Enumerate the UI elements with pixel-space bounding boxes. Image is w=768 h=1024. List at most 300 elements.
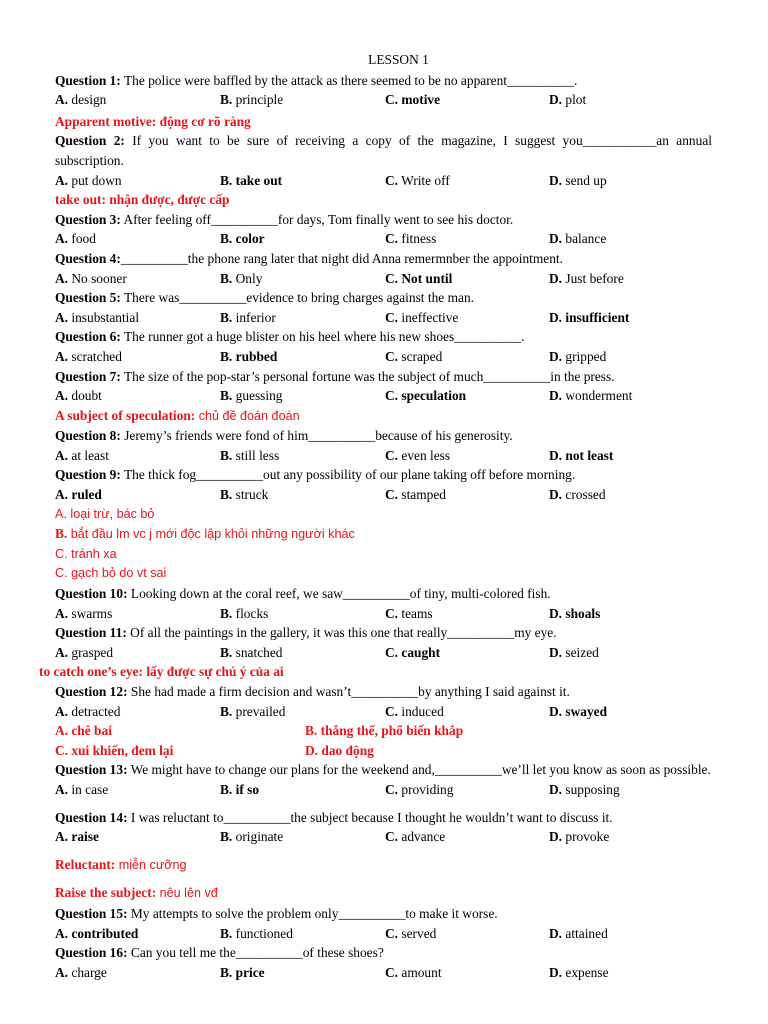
option-key: D. (549, 925, 563, 941)
option-b (220, 308, 385, 328)
question-label: Question 4: (55, 250, 121, 266)
option-key: A. (55, 781, 69, 797)
note-detracted-prevailed: A. chê bai B. thắng thế, phổ biến khắp (55, 723, 464, 739)
option-key: C. (385, 172, 399, 188)
question-3 (55, 210, 712, 230)
option-text: detracted (68, 703, 121, 719)
options-row (55, 269, 712, 289)
option-text: send up (562, 172, 607, 188)
option-c (385, 386, 549, 406)
answer-blank: __________ (351, 684, 419, 699)
option-a (55, 827, 220, 847)
option-key: A. (55, 829, 69, 845)
option-text: expense (562, 964, 609, 980)
option-text: scraped (398, 348, 443, 364)
note-speculation: A subject of speculation: chủ đề đoán đoán (55, 407, 300, 423)
question-2 (55, 131, 712, 170)
options-row (55, 90, 712, 110)
option-key: B. (220, 348, 233, 364)
note-struck: B. bắt đầu lm vc j mới độc lập khỏi những người khác (55, 526, 355, 542)
note-reluctant: Reluctant: miễn cưỡng (55, 856, 187, 872)
option-text: ineffective (398, 309, 459, 325)
note-catch-eye: to catch one’s eye: lấy được sự chú ý của ai (39, 664, 284, 680)
question-label: Question 7: (55, 368, 121, 384)
option-key: C. (385, 781, 399, 797)
option-text: amount (398, 964, 442, 980)
answer-blank: __________ (338, 905, 406, 921)
option-b (220, 924, 385, 944)
option-key: C. (385, 644, 399, 660)
option-text: supposing (562, 781, 620, 797)
option-text: balance (562, 231, 607, 247)
question-label: Question 13: (55, 762, 128, 778)
option-key: B. (220, 231, 233, 247)
option-text: stamped (398, 487, 447, 503)
question-stem-end: . (573, 72, 578, 88)
question-stem-end: for days, Tom finally went to see his doctor. (277, 211, 514, 227)
option-key: D. (549, 172, 563, 188)
options-row (55, 604, 712, 624)
option-key: C. (385, 388, 399, 404)
options-row (55, 780, 712, 800)
option-a (55, 924, 220, 944)
option-text: if so (232, 781, 260, 797)
option-d (549, 269, 712, 289)
answer-blank: __________ (196, 467, 264, 483)
question-stem-end: in the press. (550, 368, 615, 384)
question-4 (55, 249, 712, 269)
option-b (220, 90, 385, 110)
question-stem: The size of the pop-star’s personal fortune was the subject of much (120, 368, 484, 384)
option-key: A. (55, 270, 69, 286)
option-key: C. (385, 925, 399, 941)
option-key: B. (220, 172, 233, 188)
option-text: served (398, 925, 437, 941)
option-c (385, 702, 549, 722)
option-a (55, 702, 220, 722)
question-label: Question 2: (55, 133, 125, 149)
option-c (385, 485, 549, 505)
option-b (220, 643, 385, 663)
option-key: D. (549, 270, 563, 286)
option-key: B. (220, 487, 233, 503)
option-text: snatched (232, 644, 283, 660)
option-key: B. (220, 309, 233, 325)
question-label: Question 8: (55, 428, 121, 444)
option-c (385, 269, 549, 289)
option-key: A. (55, 309, 69, 325)
question-label: Question 15: (55, 905, 128, 921)
question-stem: There was (120, 290, 180, 306)
option-text: inferior (232, 309, 276, 325)
note-take-out: take out: nhận được, được cấp (55, 192, 230, 208)
option-key: A. (55, 447, 69, 463)
option-key: A. (55, 348, 69, 364)
question-stem-end: we’ll let you know as soon as possible. (501, 762, 711, 778)
question-label: Question 6: (55, 329, 121, 345)
option-c (385, 643, 549, 663)
option-key: B. (220, 781, 233, 797)
answer-blank: __________ (308, 428, 376, 444)
question-stem: Jeremy’s friends were fond of him (120, 428, 309, 444)
answer-blank: __________ (507, 72, 574, 88)
question-9 (55, 465, 712, 485)
option-key: C. (385, 92, 399, 108)
question-stem-end: my eye. (514, 625, 557, 641)
option-text: still less (232, 447, 280, 463)
option-text: fitness (398, 231, 437, 247)
question-stem: She had made a firm decision and wasn’t (127, 684, 352, 699)
options-row (55, 963, 712, 983)
options-row (55, 446, 712, 466)
option-d (549, 347, 712, 367)
option-c (385, 446, 549, 466)
question-16 (55, 943, 712, 963)
option-text: contributed (68, 925, 139, 941)
option-a (55, 643, 220, 663)
option-d (549, 963, 712, 983)
question-6 (55, 327, 712, 347)
option-key: C. (385, 964, 399, 980)
answer-blank: __________ (454, 329, 522, 345)
options-row (55, 171, 712, 191)
answer-blank: __________ (342, 586, 410, 602)
worksheet (39, 50, 712, 982)
option-text: seized (562, 644, 599, 660)
option-a (55, 171, 220, 191)
option-b (220, 827, 385, 847)
question-stem-end: the subject because I thought he wouldn’t want to discuss it. (290, 809, 613, 825)
option-key: A. (55, 388, 69, 404)
question-stem-end: of tiny, multi-colored fish. (409, 586, 551, 602)
option-b (220, 446, 385, 466)
question-list (39, 71, 712, 983)
question-stem-end: because of his generosity. (375, 428, 513, 444)
option-text: induced (398, 703, 444, 719)
question-15 (55, 904, 712, 924)
question-label: Question 16: (55, 945, 128, 961)
option-text: take out (232, 172, 283, 188)
option-b (220, 702, 385, 722)
option-key: D. (549, 309, 563, 325)
question-13 (55, 760, 712, 780)
option-key: B. (220, 925, 233, 941)
option-c (385, 171, 549, 191)
option-a (55, 963, 220, 983)
option-c (385, 308, 549, 328)
option-a (55, 347, 220, 367)
option-key: C. (385, 348, 399, 364)
option-text: principle (232, 92, 284, 108)
option-key: A. (55, 605, 69, 621)
option-c (385, 827, 549, 847)
option-d (549, 308, 712, 328)
option-key: D. (549, 487, 563, 503)
question-stem-end: the phone rang later that night did Anna remermnber the appointment. (187, 250, 563, 266)
option-text: rubbed (232, 348, 278, 364)
option-c (385, 780, 549, 800)
option-b (220, 269, 385, 289)
option-key: C. (385, 605, 399, 621)
question-14 (55, 808, 712, 828)
question-label: Question 10: (55, 586, 128, 602)
options-row (55, 924, 712, 944)
option-text: shoals (562, 605, 601, 621)
question-10 (55, 584, 712, 604)
option-text: plot (562, 92, 587, 108)
option-b (220, 485, 385, 505)
options-row (55, 485, 712, 505)
option-text: swarms (68, 605, 113, 621)
options-row (55, 347, 712, 367)
option-text: charge (68, 964, 107, 980)
options-row (55, 827, 712, 847)
answer-blank: ___________ (582, 133, 657, 149)
question-11 (55, 623, 712, 643)
question-stem: Can you tell me the (127, 945, 236, 961)
option-text: doubt (68, 388, 102, 404)
option-key: D. (549, 388, 563, 404)
question-stem-end: . (521, 329, 525, 345)
note-apparent-motive: Apparent motive: động cơ rõ ràng (55, 113, 251, 129)
option-text: gripped (562, 348, 607, 364)
option-key: D. (549, 348, 563, 364)
question-stem-end: to make it worse. (405, 905, 498, 921)
question-stem-end: evidence to bring charges against the man. (246, 290, 474, 306)
option-a (55, 308, 220, 328)
option-key: D. (549, 964, 563, 980)
question-label: Question 9: (55, 467, 121, 483)
option-c (385, 963, 549, 983)
option-b (220, 229, 385, 249)
option-d (549, 604, 712, 624)
question-stem: After feeling off (120, 211, 211, 227)
option-text: speculation (398, 388, 467, 404)
option-key: A. (55, 964, 69, 980)
option-text: caught (398, 644, 441, 660)
note-crossed: C. gạch bỏ do vt sai (55, 566, 167, 581)
answer-blank: __________ (120, 250, 188, 266)
option-text: insubstantial (68, 309, 140, 325)
answer-blank: __________ (447, 625, 515, 641)
option-key: A. (55, 925, 69, 941)
option-key: C. (385, 447, 399, 463)
option-text: food (68, 231, 96, 247)
question-label: Question 3: (55, 211, 121, 227)
option-text: flocks (232, 605, 269, 621)
question-stem: The police were baffled by the attack as there seemed to be no apparent (120, 72, 508, 88)
option-key: C. (385, 270, 399, 286)
option-d (549, 643, 712, 663)
option-text: struck (232, 487, 269, 503)
option-key: B. (220, 605, 233, 621)
answer-blank: __________ (179, 290, 247, 306)
page-title: LESSON 1 (368, 52, 429, 67)
option-c (385, 90, 549, 110)
option-key: A. (55, 487, 69, 503)
question-stem: The thick fog (120, 467, 197, 483)
option-c (385, 229, 549, 249)
option-key: B. (220, 703, 233, 719)
question-label: Question 11: (55, 625, 127, 641)
option-text: scratched (68, 348, 122, 364)
option-b (220, 347, 385, 367)
option-text: providing (398, 781, 454, 797)
option-key: D. (549, 644, 563, 660)
option-a (55, 269, 220, 289)
option-text: Only (232, 270, 263, 286)
options-row (55, 643, 712, 663)
option-text: even less (398, 447, 451, 463)
answer-blank: __________ (483, 368, 551, 384)
question-stem: The runner got a huge blister on his heel where his new shoes (120, 329, 455, 345)
question-7 (55, 367, 712, 387)
option-text: prevailed (232, 703, 286, 719)
option-key: D. (549, 92, 563, 108)
question-label: Question 1: (55, 72, 121, 88)
option-text: grasped (68, 644, 114, 660)
question-5 (55, 288, 712, 308)
option-key: D. (549, 605, 563, 621)
question-label: Question 12: (55, 684, 128, 699)
option-text: originate (232, 829, 284, 845)
option-d (549, 780, 712, 800)
option-a (55, 604, 220, 624)
option-key: A. (55, 172, 69, 188)
option-text: crossed (562, 487, 606, 503)
option-d (549, 229, 712, 249)
question-stem: My attempts to solve the problem only (127, 905, 339, 921)
option-d (549, 446, 712, 466)
option-key: C. (385, 309, 399, 325)
option-b (220, 780, 385, 800)
option-d (549, 485, 712, 505)
option-key: B. (220, 829, 233, 845)
option-key: C. (385, 231, 399, 247)
question-label: Question 5: (55, 290, 121, 306)
question-stem-end: an annual subscription. (55, 133, 712, 168)
question-1 (55, 71, 712, 91)
option-a (55, 446, 220, 466)
answer-blank: __________ (223, 809, 291, 825)
option-b (220, 386, 385, 406)
option-key: D. (549, 829, 563, 845)
option-key: B. (220, 964, 233, 980)
option-d (549, 702, 712, 722)
option-key: D. (549, 231, 563, 247)
option-key: C. (385, 703, 399, 719)
question-stem: Looking down at the coral reef, we saw (127, 586, 343, 602)
option-text: attained (562, 925, 608, 941)
option-text: guessing (232, 388, 283, 404)
option-b (220, 963, 385, 983)
option-b (220, 604, 385, 624)
option-key: A. (55, 644, 69, 660)
option-key: B. (220, 644, 233, 660)
option-key: B. (220, 447, 233, 463)
option-a (55, 90, 220, 110)
question-stem: If you want to be sure of receiving a copy of the magazine, I suggest you (124, 133, 583, 149)
options-row (55, 229, 712, 249)
option-key: B. (220, 92, 233, 108)
answer-blank: __________ (434, 762, 502, 778)
option-d (549, 171, 712, 191)
option-key: B. (220, 270, 233, 286)
options-row (55, 308, 712, 328)
option-text: Just before (562, 270, 624, 286)
option-key: D. (549, 703, 563, 719)
option-d (549, 90, 712, 110)
option-key: C. (385, 487, 399, 503)
option-c (385, 924, 549, 944)
note-induced-swayed: C. xui khiến, đem lại D. dao động (55, 742, 374, 758)
option-text: wonderment (562, 388, 633, 404)
question-stem: Of all the paintings in the gallery, it was this one that really (126, 625, 448, 641)
question-12 (55, 682, 712, 702)
option-d (549, 924, 712, 944)
question-stem: We might have to change our plans for the weekend and, (127, 762, 435, 778)
option-text: at least (68, 447, 109, 463)
option-c (385, 347, 549, 367)
question-stem-end: by anything I said against it. (418, 684, 570, 699)
question-stem-end: out any possibility of our plane taking off before morning. (263, 467, 576, 483)
option-key: C. (385, 829, 399, 845)
answer-blank: __________ (210, 211, 278, 227)
answer-blank: __________ (235, 945, 303, 961)
option-text: insufficient (562, 309, 630, 325)
option-d (549, 386, 712, 406)
option-text: provoke (562, 829, 610, 845)
option-text: teams (398, 605, 433, 621)
option-a (55, 485, 220, 505)
option-text: functioned (232, 925, 293, 941)
option-text: motive (398, 92, 441, 108)
option-text: design (68, 92, 107, 108)
option-key: A. (55, 231, 69, 247)
option-a (55, 780, 220, 800)
question-label: Question 14: (55, 809, 128, 825)
option-text: in case (68, 781, 109, 797)
option-text: color (232, 231, 265, 247)
note-raise-subject: Raise the subject: nêu lên vđ (55, 885, 218, 901)
option-c (385, 604, 549, 624)
option-a (55, 386, 220, 406)
option-text: swayed (562, 703, 608, 719)
note-ruled: A. loại trừ, bác bỏ (55, 506, 155, 521)
option-key: D. (549, 447, 563, 463)
option-text: put down (68, 172, 122, 188)
option-a (55, 229, 220, 249)
option-text: raise (68, 829, 99, 845)
option-d (549, 827, 712, 847)
options-row (55, 702, 712, 722)
question-8 (55, 426, 712, 446)
question-stem: I was reluctant to (127, 809, 224, 825)
option-text: Not until (398, 270, 453, 286)
option-key: A. (55, 703, 69, 719)
option-text: not least (562, 447, 614, 463)
option-text: Write off (398, 172, 450, 188)
question-stem-end: of these shoes? (302, 945, 384, 961)
option-key: B. (220, 388, 233, 404)
option-key: A. (55, 92, 69, 108)
option-text: advance (398, 829, 446, 845)
note-stamped: C. tránh xa (55, 546, 117, 561)
option-key: D. (549, 781, 563, 797)
options-row (55, 386, 712, 406)
option-text: price (232, 964, 265, 980)
option-text: ruled (68, 487, 102, 503)
